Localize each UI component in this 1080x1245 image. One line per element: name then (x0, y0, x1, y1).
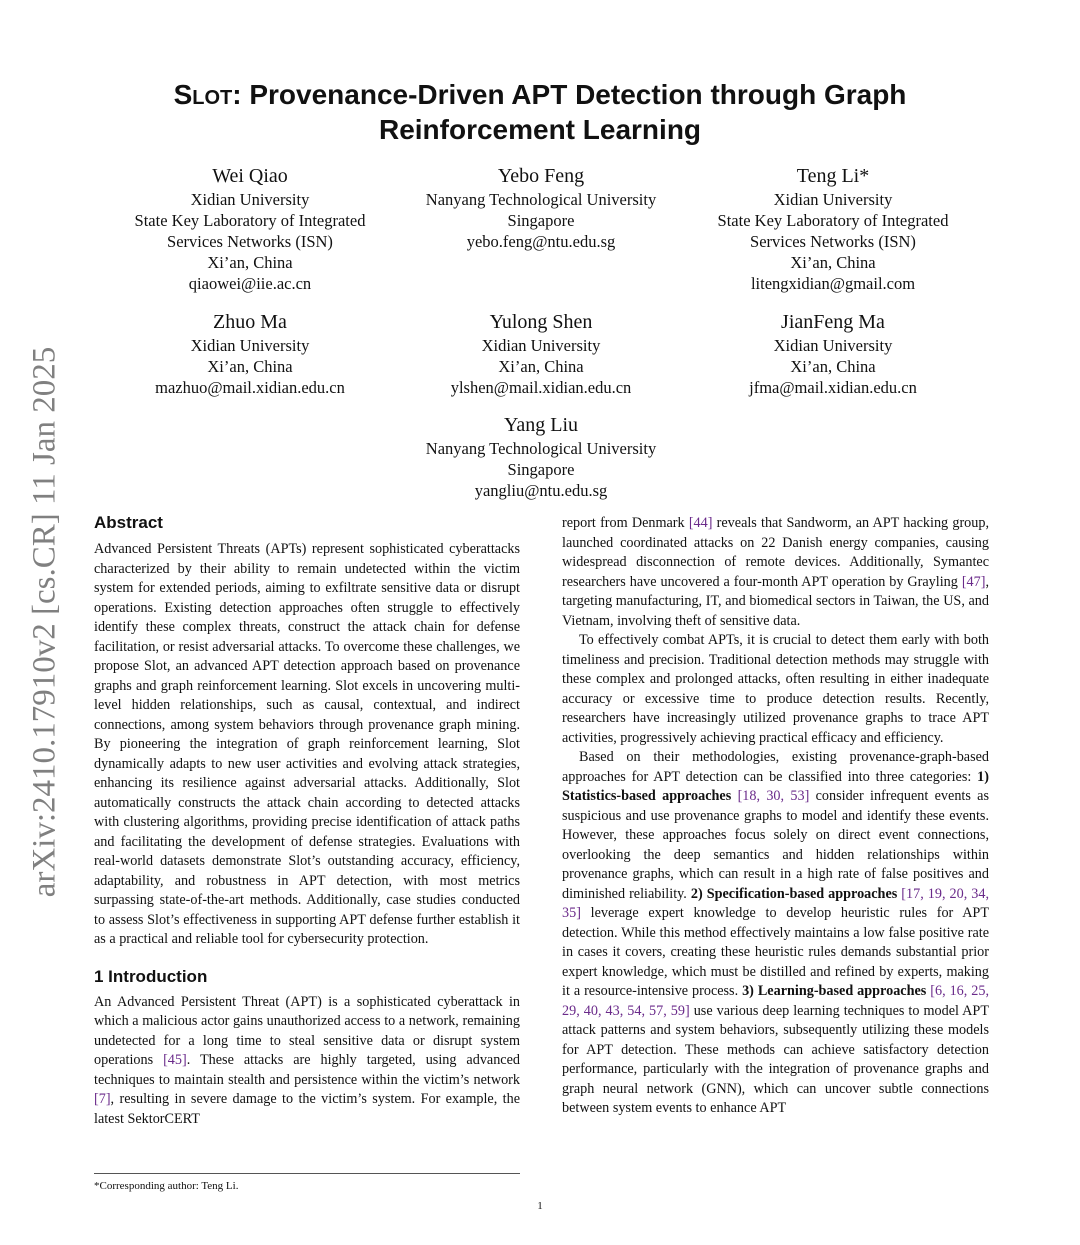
author-email: qiaowei@iie.ac.cn (188, 274, 312, 293)
author-location: Xi’an, China (790, 357, 876, 376)
author-affiliation: Xidian University (481, 336, 601, 355)
author-email: mazhuo@mail.xidian.edu.cn (155, 378, 345, 397)
footnote-rule (94, 1173, 520, 1174)
title-line-2: Reinforcement Learning (378, 114, 702, 145)
author-block (683, 164, 983, 294)
bold-term: 3) Learning-based approaches (742, 983, 927, 999)
author-block (100, 164, 400, 294)
author-affiliation: Xidian University (773, 336, 893, 355)
intro-paragraph: An Advanced Persistent Threat (APT) is a sophisticated cyberattack in which a malicious actor gains unauthorized access to a network, remaining undetected for a long time to steal sensitive data or disrupt system operations [45]. These attacks are highly targeted, using advanced techniques to maintain stealth and persistence within the victim’s network [7], resulting in severe damage to the victim’s system. For example, the latest SektorCERT (94, 993, 520, 1127)
author-name: Yulong Shen (489, 311, 593, 333)
bold-term: 2) Specification-based approaches (690, 885, 898, 902)
right-column (562, 514, 989, 1119)
author-location: Singapore (507, 211, 575, 230)
citation-link[interactable]: [7] (94, 1091, 111, 1107)
bold-term: 1) Statistics-based approaches (562, 768, 989, 804)
author-block (391, 164, 691, 252)
author-email: yangliu@ntu.edu.sg (474, 481, 608, 500)
author-affiliation: Xidian University (773, 190, 893, 209)
author-affiliation: Services Networks (ISN) (750, 232, 916, 251)
author-name: Wei Qiao (212, 165, 288, 187)
abstract-text: Advanced Persistent Threats (APTs) represent sophisticated cyberattacks characterized by their ability to remain undetected within the victim system for extended periods, aiming to exfiltrate sensitive data or disrupt operations. Existing detection approaches often struggle to effectively identify these complex threats, construct the attack chain for defense facilitation, or resist adversarial attacks. To overcome these challenges, we propose Slot, an advanced APT detection approach based on provenance graphs and graph reinforcement learning. Slot excels in uncovering multi-level hidden relationships, such as causal, contextual, and indirect connections, among system behaviors through provenance graph mining. By pioneering the integration of graph reinforcement learning, Slot dynamically adapts to new user activities and evolving attack strategies, enhancing its resilience against adversarial attacks. Additionally, Slot automatically constructs the attack chain according to detected attacks with clustering algorithms, providing precise identification of attack paths and facilitating the development of defense strategies. Evaluations with real-world datasets demonstrate Slot’s outstanding accuracy, efficiency, adaptability, and robustness in APT detection, with most metrics surpassing state-of-the-art methods. Additionally, case studies conducted to assess Slot’s effectiveness in supporting APT defense further establish it as a practical and reliable tool for cybersecurity protection. (94, 541, 520, 947)
author-name: Teng Li* (796, 165, 870, 187)
author-block (683, 310, 983, 398)
author-location: Xi’an, China (790, 253, 876, 272)
author-email: jfma@mail.xidian.edu.cn (749, 378, 917, 397)
author-affiliation: Xidian University (190, 190, 310, 209)
arxiv-stamp: arXiv:2410.17910v2 [cs.CR] 11 Jan 2025 (26, 346, 63, 898)
citation-link[interactable]: [18, 30, 53] (737, 788, 810, 804)
author-name: JianFeng Ma (781, 311, 885, 333)
author-location: Xi’an, China (207, 357, 293, 376)
page-number: 1 (537, 1200, 543, 1212)
citation-link[interactable]: [44] (688, 515, 713, 531)
footnote: *Corresponding author: Teng Li. (94, 1180, 239, 1192)
introduction-heading: 1 Introduction (94, 966, 208, 986)
body-paragraph: To effectively combat APTs, it is crucial to detect them early with both timeliness and precision. Traditional detection methods may struggle with these complex and prolonged attacks, often resulting in either inadequate accuracy or excessive time to produce detection results. Recently, researchers have increasingly utilized provenance graphs to trace APT activities, progressively achieving practical efficacy and efficiency. (562, 632, 989, 746)
title-line-1: : Provenance-Driven APT Detection through Graph (232, 79, 907, 110)
author-affiliation: Nanyang Technological University (425, 439, 657, 458)
citation-link[interactable]: [17, 19, 20, 34, 35] (562, 885, 989, 921)
abstract-heading: Abstract (94, 513, 163, 532)
author-email: ylshen@mail.xidian.edu.cn (450, 378, 632, 397)
author-email: yebo.feng@ntu.edu.sg (466, 232, 616, 251)
citation-link[interactable]: [6, 16, 25, 29, 40, 43, 54, 57, 59] (562, 983, 989, 1019)
author-affiliation: State Key Laboratory of Integrated (717, 211, 949, 230)
author-affiliation: Xidian University (190, 336, 310, 355)
body-paragraph: report from Denmark [44] reveals that Sandworm, an APT hacking group, launched coordinated attacks on 22 Danish energy companies, causing widespread disconnection of remote devices. Additionally, Symantec researchers have uncovered a four-month APT operation by Grayling [47], targeting manufacturing, IT, and biomedical sectors in Taiwan, the US, and Vietnam, involving theft of sensitive data. (562, 515, 989, 629)
author-email: litengxidian@gmail.com (750, 274, 916, 293)
author-name: Zhuo Ma (213, 311, 287, 333)
citation-link[interactable]: [45] (163, 1052, 187, 1068)
paper-title (120, 77, 960, 147)
author-location: Singapore (507, 460, 575, 479)
author-name: Yang Liu (503, 414, 579, 436)
author-location: Xi’an, China (207, 253, 293, 272)
body-paragraph: Based on their methodologies, existing provenance-graph-based approaches for APT detection can be classified into three categories: 1) Statistics-based approaches [18, 30, 53] consider infrequent events as suspicious and use provenance graphs to model and identify these events. However, these approaches focus solely on direct event connections, overlooking the deep semantics and hidden relationships within provenance graphs, which can result in a high rate of false positives and diminished reliability. 2) Specification-based approaches [17, 19, 20, 34, 35] leverage expert knowledge to develop heuristic rules for APT detection. While this method effectively maintains a low false positive rate in cases it covers, creating these heuristic rules demands substantial prior expert knowledge, which must be distilled and refined by experts, making it a resource-intensive process. 3) Learning-based approaches [6, 16, 25, 29, 40, 43, 54, 57, 59] use various deep learning techniques to model APT attack patterns and system behaviors, subsequently utilizing these models for APT detection. These methods can achieve satisfactory detection performance, particularly with the integration of provenance graphs and graph neural network (GNN), which can uncover subtle connections between system events to enhance APT (562, 749, 990, 1116)
citation-link[interactable]: [47] (961, 573, 986, 590)
author-block (391, 413, 691, 501)
title-system-name: Slot (173, 79, 233, 110)
author-affiliation: Services Networks (ISN) (167, 232, 333, 251)
author-affiliation: Nanyang Technological University (425, 190, 657, 209)
author-location: Xi’an, China (498, 357, 584, 376)
author-block (100, 310, 400, 398)
left-column (94, 512, 520, 1129)
author-affiliation: State Key Laboratory of Integrated (134, 211, 366, 230)
author-block (391, 310, 691, 398)
author-name: Yebo Feng (497, 165, 585, 187)
